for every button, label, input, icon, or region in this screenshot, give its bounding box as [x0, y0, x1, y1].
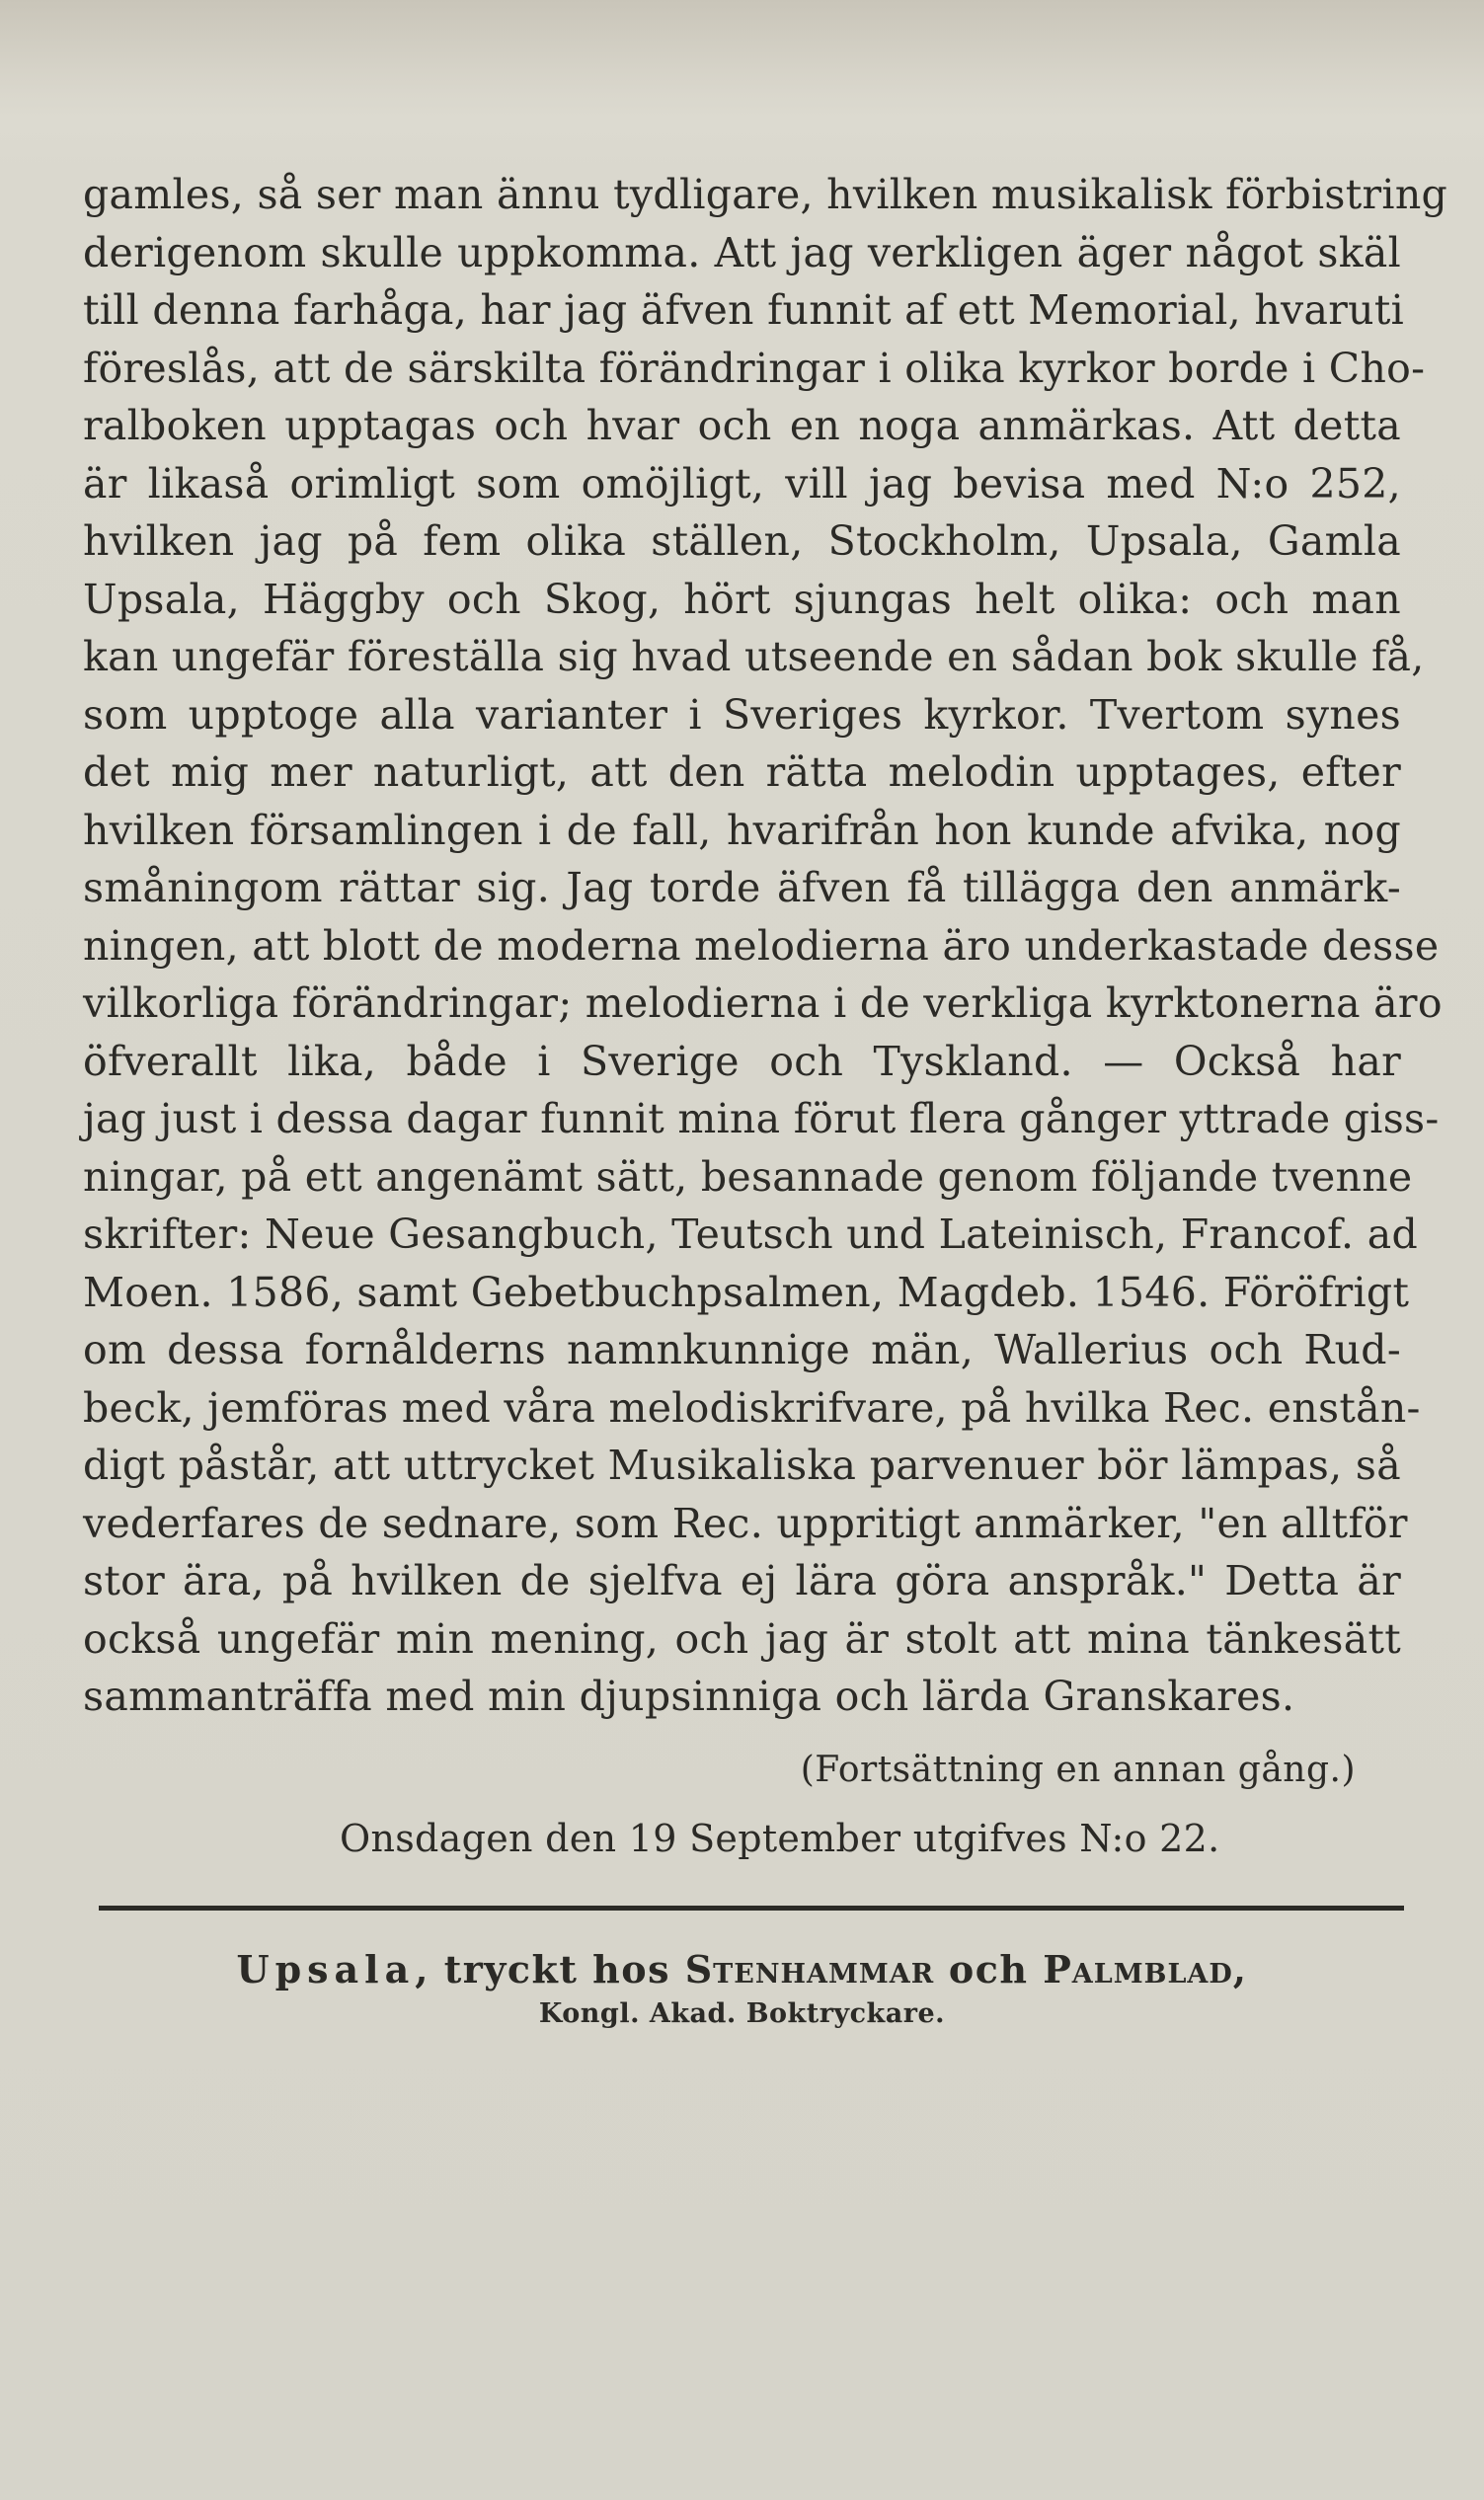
text-line: till denna farhåga, har jag äfven funnit af ett Memorial, hvaruti: [83, 286, 1405, 334]
imprint-printed-by: , tryckt hos: [415, 1947, 670, 1992]
text-line: hvilken församlingen i de fall, hvarifrån hon kunde afvika, nog: [83, 806, 1401, 854]
imprint-comma: ,: [1232, 1947, 1248, 1992]
text-line: småningom rättar sig. Jag torde äfven få tillägga den anmärk-: [83, 864, 1401, 911]
text-line: också ungefär min mening, och jag är stolt att mina tänkesätt: [83, 1614, 1401, 1663]
continuation-note: (Fortsättning en annan gång.): [800, 1750, 1356, 1790]
text-line: om dessa fornålderns namnkunnige män, Wallerius och Rud-: [83, 1326, 1401, 1373]
text-line: stor ära, på hvilken de sjelfva ej lära göra anspråk." Detta är: [83, 1557, 1401, 1604]
text-line: jag just i dessa dagar funnit mina förut flera gånger yttrade giss-: [83, 1095, 1440, 1142]
text-line: ningen, att blott de moderna melodierna äro underkastade desse: [83, 921, 1440, 970]
text-line: derigenom skulle uppkomma. Att jag verkligen äger något skäl: [83, 228, 1401, 276]
text-line: digt påstår, att uttrycket Musikaliska parvenuer bör lämpas, så: [83, 1442, 1401, 1489]
text-line: Upsala, Häggby och Skog, hört sjungas helt olika: och man: [83, 575, 1401, 623]
text-line: ningar, på ett angenämt sätt, besannade genom följande tvenne: [83, 1152, 1413, 1201]
imprint-printer1: Stenhammar: [684, 1947, 935, 1992]
text-line: beck, jemföras med våra melodiskrifvare, på hvilka Rec. enstån-: [83, 1383, 1421, 1432]
text-line: vilkorliga förändringar; melodierna i de verkliga kyrktonerna äro: [83, 979, 1443, 1027]
text-line: kan ungefär föreställa sig hvad utseende en sådan bok skulle få,: [83, 633, 1425, 680]
text-line: är likaså orimligt som omöjligt, vill jag bevisa med N:o 252,: [83, 459, 1401, 508]
text-line: föreslås, att de särskilta förändringar i olika kyrkor borde i Cho-: [83, 344, 1426, 392]
imprint-and: och: [948, 1947, 1029, 1992]
divider-rule: [99, 1906, 1404, 1911]
text-line: ralboken upptagas och hvar och en noga anmärkas. Att detta: [83, 402, 1401, 449]
text-line: skrifter: Neue Gesangbuch, Teutsch und Lateinisch, Francof. ad: [83, 1211, 1419, 1258]
text-line: sammanträffa med min djupsinniga och lärda Granskares.: [83, 1673, 1295, 1720]
imprint-line: [0, 1947, 1484, 1992]
text-line: vederfares de sednare, som Rec. uppritigt anmärker, "en alltför: [83, 1499, 1408, 1547]
imprint-printer2: Palmblad: [1043, 1947, 1233, 1992]
imprint-title: Kongl. Akad. Boktryckare.: [538, 1998, 946, 2029]
page-top-edge: [0, 0, 1484, 118]
text-line: gamles, så ser man ännu tydligare, hvilken musikalisk förbistring: [83, 171, 1448, 218]
text-line: det mig mer naturligt, att den rätta melodin upptages, efter: [83, 748, 1401, 796]
body-text: [83, 166, 1448, 1726]
imprint-city: Upsala: [236, 1947, 416, 1992]
text-line: öfverallt lika, både i Sverige och Tyskland. — Också har: [83, 1037, 1401, 1085]
text-line: hvilken jag på fem olika ställen, Stockholm, Upsala, Gamla: [83, 517, 1401, 565]
next-issue-notice: Onsdagen den 19 September utgifves N:o 22.: [340, 1817, 1220, 1860]
text-line: som upptoge alla varianter i Sveriges kyrkor. Tvertom synes: [83, 690, 1401, 739]
text-line: Moen. 1586, samt Gebetbuchpsalmen, Magdeb. 1546. Föröfrigt: [83, 1268, 1410, 1316]
